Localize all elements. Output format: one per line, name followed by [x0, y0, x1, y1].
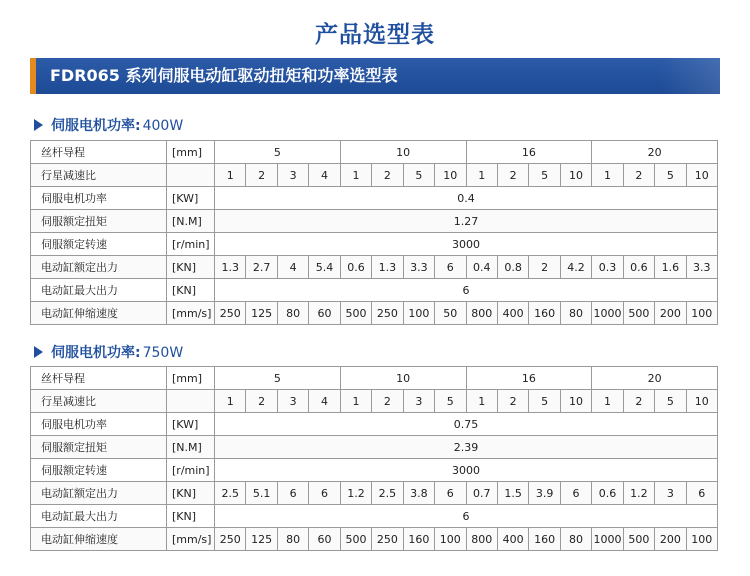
- row-label: 丝杆导程: [31, 367, 167, 390]
- row-lead: [31, 367, 718, 390]
- row-speed: [31, 302, 718, 325]
- rated-force-cell: 6: [560, 482, 591, 505]
- row-max-force: [31, 279, 718, 302]
- row-label: 伺服电机功率: [31, 413, 167, 436]
- triangle-bullet-icon: [34, 346, 43, 358]
- spec-table-750w: [30, 366, 718, 551]
- rated-speed-value: 3000: [215, 233, 718, 256]
- ratio-cell: 1: [592, 390, 623, 413]
- rated-force-cell: 4: [277, 256, 308, 279]
- rated-force-cell: 0.8: [497, 256, 528, 279]
- rated-force-cell: 6: [686, 482, 717, 505]
- row-unit: [KN]: [167, 279, 215, 302]
- row-rated-speed: [31, 459, 718, 482]
- max-force-value: 6: [215, 279, 718, 302]
- row-unit: [N.M]: [167, 210, 215, 233]
- row-label: 电动缸伸缩速度: [31, 528, 167, 551]
- row-unit: [r/min]: [167, 233, 215, 256]
- row-label: 丝杆导程: [31, 141, 167, 164]
- lead-cell: 20: [592, 141, 718, 164]
- rated-force-cell: 6: [435, 256, 466, 279]
- rated-force-cell: 3: [655, 482, 686, 505]
- rated-force-cell: 1.5: [497, 482, 528, 505]
- lead-cell: 20: [592, 367, 718, 390]
- speed-cell: 1000: [592, 302, 623, 325]
- section-heading-label: 伺服电机功率:: [51, 118, 141, 134]
- rated-force-cell: 0.6: [340, 256, 371, 279]
- row-rated-torque: [31, 436, 718, 459]
- speed-cell: 500: [623, 528, 654, 551]
- banner-title: FDR065 系列伺服电动缸驱动扭矩和功率选型表: [50, 66, 398, 85]
- rated-force-cell: 1.6: [655, 256, 686, 279]
- speed-cell: 50: [435, 302, 466, 325]
- triangle-bullet-icon: [34, 119, 43, 131]
- row-unit: [mm/s]: [167, 528, 215, 551]
- rated-force-cell: 1.2: [623, 482, 654, 505]
- lead-cell: 16: [466, 141, 592, 164]
- ratio-cell: 1: [466, 390, 497, 413]
- max-force-value: 6: [215, 505, 718, 528]
- row-label: 行星减速比: [31, 390, 167, 413]
- row-unit: [KN]: [167, 256, 215, 279]
- speed-cell: 80: [560, 528, 591, 551]
- ratio-cell: 2: [623, 164, 654, 187]
- rated-force-cell: 0.6: [592, 482, 623, 505]
- row-unit: [mm]: [167, 367, 215, 390]
- row-unit: [mm]: [167, 141, 215, 164]
- ratio-cell: 5: [435, 390, 466, 413]
- rated-force-cell: 3.3: [403, 256, 434, 279]
- section-banner: [30, 58, 720, 94]
- spec-table-400w: [30, 140, 718, 325]
- row-label: 电动缸额定出力: [31, 482, 167, 505]
- row-label: 电动缸最大出力: [31, 505, 167, 528]
- row-rated-force: [31, 482, 718, 505]
- rated-force-cell: 6: [309, 482, 340, 505]
- row-rated-speed: [31, 233, 718, 256]
- speed-cell: 250: [372, 302, 403, 325]
- section-heading-power: 750W: [142, 345, 184, 361]
- ratio-cell: 3: [277, 390, 308, 413]
- rated-force-cell: 0.3: [592, 256, 623, 279]
- motor-power-value: 0.75: [215, 413, 718, 436]
- row-unit: [KN]: [167, 505, 215, 528]
- rated-force-cell: 3.9: [529, 482, 560, 505]
- motor-power-value: 0.4: [215, 187, 718, 210]
- row-unit: [KW]: [167, 187, 215, 210]
- ratio-cell: 2: [497, 164, 528, 187]
- row-unit: [KW]: [167, 413, 215, 436]
- row-ratio: [31, 390, 718, 413]
- ratio-cell: 2: [623, 390, 654, 413]
- section-heading-power: 400W: [142, 118, 184, 134]
- speed-cell: 1000: [592, 528, 623, 551]
- speed-cell: 800: [466, 302, 497, 325]
- ratio-cell: 1: [592, 164, 623, 187]
- row-motor-power: [31, 187, 718, 210]
- rated-torque-value: 1.27: [215, 210, 718, 233]
- row-label: 电动缸伸缩速度: [31, 302, 167, 325]
- lead-cell: 10: [340, 367, 466, 390]
- ratio-cell: 4: [309, 390, 340, 413]
- lead-cell: 16: [466, 367, 592, 390]
- rated-force-cell: 1.2: [340, 482, 371, 505]
- rated-force-cell: 4.2: [560, 256, 591, 279]
- ratio-cell: 1: [340, 390, 371, 413]
- speed-cell: 60: [309, 528, 340, 551]
- section-heading-label: 伺服电机功率:: [51, 345, 141, 361]
- banner-accent-stripe: [30, 58, 36, 94]
- ratio-cell: 1: [466, 164, 497, 187]
- speed-cell: 80: [560, 302, 591, 325]
- speed-cell: 100: [435, 528, 466, 551]
- ratio-cell: 10: [560, 390, 591, 413]
- lead-cell: 5: [215, 367, 341, 390]
- rated-force-cell: 3.3: [686, 256, 717, 279]
- speed-cell: 200: [655, 528, 686, 551]
- row-label: 伺服额定转速: [31, 233, 167, 256]
- ratio-cell: 5: [403, 164, 434, 187]
- page-title: 产品选型表: [315, 22, 435, 48]
- ratio-cell: 5: [529, 390, 560, 413]
- speed-cell: 400: [497, 528, 528, 551]
- speed-cell: 100: [686, 302, 717, 325]
- ratio-cell: 5: [655, 164, 686, 187]
- row-rated-force: [31, 256, 718, 279]
- section-heading-400w: [34, 116, 183, 136]
- ratio-cell: 10: [560, 164, 591, 187]
- speed-cell: 100: [686, 528, 717, 551]
- speed-cell: 80: [277, 302, 308, 325]
- rated-force-cell: 5.4: [309, 256, 340, 279]
- row-speed: [31, 528, 718, 551]
- row-label: 伺服额定扭矩: [31, 210, 167, 233]
- rated-force-cell: 6: [277, 482, 308, 505]
- ratio-cell: 1: [340, 164, 371, 187]
- ratio-cell: 10: [686, 164, 717, 187]
- rated-torque-value: 2.39: [215, 436, 718, 459]
- speed-cell: 160: [529, 528, 560, 551]
- rated-force-cell: 0.4: [466, 256, 497, 279]
- rated-force-cell: 0.6: [623, 256, 654, 279]
- ratio-cell: 1: [215, 164, 246, 187]
- row-unit: [r/min]: [167, 459, 215, 482]
- speed-cell: 125: [246, 528, 277, 551]
- rated-force-cell: 5.1: [246, 482, 277, 505]
- ratio-cell: 2: [372, 390, 403, 413]
- ratio-cell: 2: [246, 164, 277, 187]
- speed-cell: 400: [497, 302, 528, 325]
- row-label: 伺服电机功率: [31, 187, 167, 210]
- rated-force-cell: 3.8: [403, 482, 434, 505]
- speed-cell: 500: [623, 302, 654, 325]
- banner-shine: [660, 58, 720, 94]
- ratio-cell: 1: [215, 390, 246, 413]
- speed-cell: 125: [246, 302, 277, 325]
- ratio-cell: 5: [529, 164, 560, 187]
- rated-force-cell: 6: [435, 482, 466, 505]
- row-lead: [31, 141, 718, 164]
- row-unit: [mm/s]: [167, 302, 215, 325]
- rated-force-cell: 1.3: [372, 256, 403, 279]
- speed-cell: 800: [466, 528, 497, 551]
- speed-cell: 250: [372, 528, 403, 551]
- row-label: 伺服额定扭矩: [31, 436, 167, 459]
- ratio-cell: 10: [435, 164, 466, 187]
- speed-cell: 500: [340, 528, 371, 551]
- speed-cell: 80: [277, 528, 308, 551]
- row-unit: [N.M]: [167, 436, 215, 459]
- row-label: 行星减速比: [31, 164, 167, 187]
- rated-force-cell: 1.3: [215, 256, 246, 279]
- ratio-cell: 10: [686, 390, 717, 413]
- row-label: 伺服额定转速: [31, 459, 167, 482]
- row-motor-power: [31, 413, 718, 436]
- ratio-cell: 5: [655, 390, 686, 413]
- speed-cell: 60: [309, 302, 340, 325]
- ratio-cell: 2: [246, 390, 277, 413]
- ratio-cell: 2: [372, 164, 403, 187]
- section-heading-750w: [34, 343, 183, 363]
- speed-cell: 160: [529, 302, 560, 325]
- row-unit: [167, 390, 215, 413]
- ratio-cell: 3: [403, 390, 434, 413]
- row-unit: [KN]: [167, 482, 215, 505]
- speed-cell: 500: [340, 302, 371, 325]
- rated-force-cell: 2.7: [246, 256, 277, 279]
- rated-force-cell: 2: [529, 256, 560, 279]
- rated-force-cell: 2.5: [215, 482, 246, 505]
- rated-force-cell: 2.5: [372, 482, 403, 505]
- ratio-cell: 4: [309, 164, 340, 187]
- row-label: 电动缸额定出力: [31, 256, 167, 279]
- rated-speed-value: 3000: [215, 459, 718, 482]
- row-max-force: [31, 505, 718, 528]
- lead-cell: 10: [340, 141, 466, 164]
- row-ratio: [31, 164, 718, 187]
- rated-force-cell: 0.7: [466, 482, 497, 505]
- row-label: 电动缸最大出力: [31, 279, 167, 302]
- speed-cell: 250: [215, 302, 246, 325]
- speed-cell: 250: [215, 528, 246, 551]
- row-unit: [167, 164, 215, 187]
- row-rated-torque: [31, 210, 718, 233]
- ratio-cell: 2: [497, 390, 528, 413]
- speed-cell: 160: [403, 528, 434, 551]
- speed-cell: 100: [403, 302, 434, 325]
- ratio-cell: 3: [277, 164, 308, 187]
- speed-cell: 200: [655, 302, 686, 325]
- lead-cell: 5: [215, 141, 341, 164]
